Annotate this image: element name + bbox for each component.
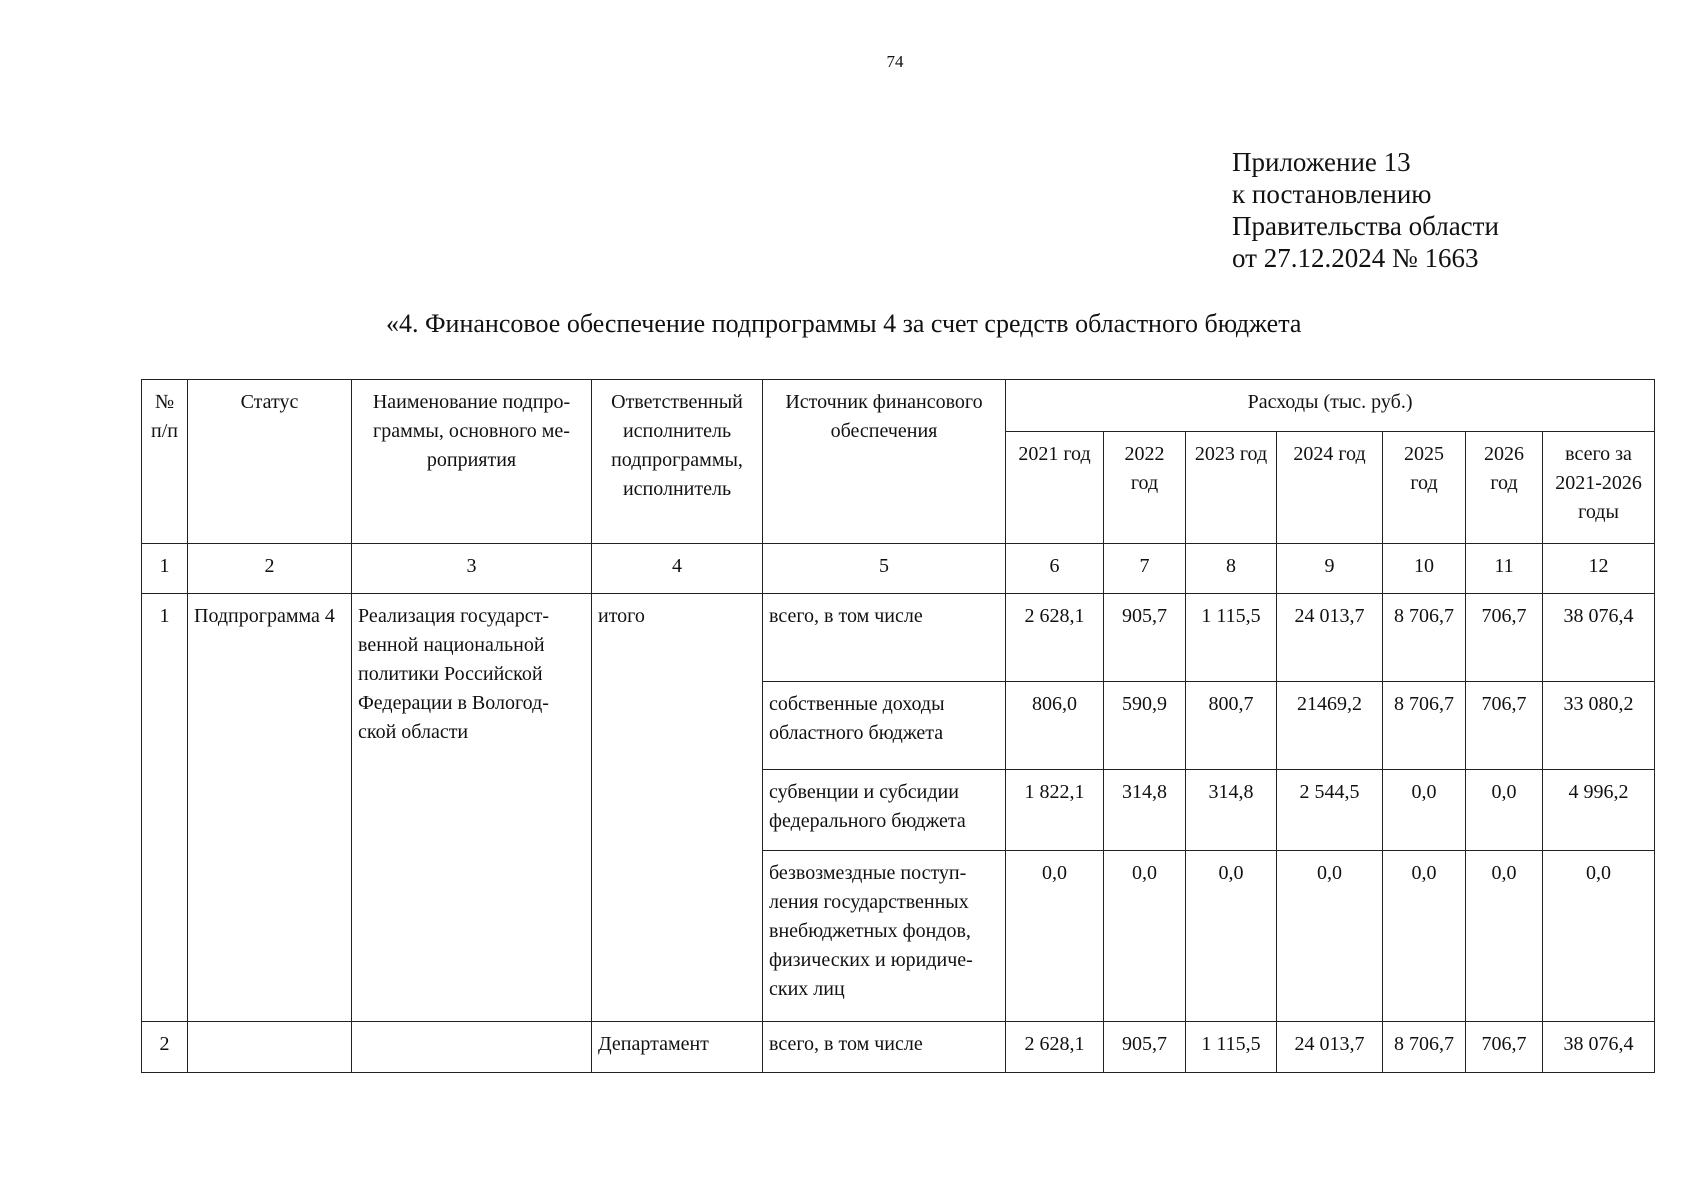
cell-value: 8 706,7: [1383, 682, 1466, 770]
row-status: Подпрограмма 4: [188, 594, 352, 1022]
row-name: [352, 1022, 592, 1073]
cell-value: 2 628,1: [1006, 1022, 1104, 1073]
page-number: 74: [886, 52, 904, 71]
cell-value: 38 076,4: [1543, 1022, 1655, 1073]
cell-value: 590,9: [1104, 682, 1186, 770]
col-number: 3: [352, 544, 592, 594]
appendix-block: [1232, 146, 1499, 274]
col-number: 2: [188, 544, 352, 594]
cell-value: 806,0: [1006, 682, 1104, 770]
header-year-2024: 2024 год: [1277, 432, 1383, 544]
header-executor: Ответственный исполнитель подпрограммы, исполнитель: [592, 380, 763, 544]
header-year-2021: 2021 год: [1006, 432, 1104, 544]
header-status: Статус: [188, 380, 352, 544]
cell-value: 24 013,7: [1277, 1022, 1383, 1073]
col-number: 12: [1543, 544, 1655, 594]
col-number: 11: [1466, 544, 1543, 594]
row-executor: итого: [592, 594, 763, 1022]
cell-value: 0,0: [1383, 770, 1466, 851]
cell-value: 706,7: [1466, 1022, 1543, 1073]
header-row-1: [142, 380, 1655, 432]
col-number: 7: [1104, 544, 1186, 594]
cell-value: 8 706,7: [1383, 1022, 1466, 1073]
header-expenses: Расходы (тыс. руб.): [1006, 380, 1655, 432]
col-number: 1: [142, 544, 188, 594]
cell-value: 0,0: [1006, 851, 1104, 1022]
cell-value: 0,0: [1466, 770, 1543, 851]
header-year-2022: 2022 год: [1104, 432, 1186, 544]
row-executor: Департамент: [592, 1022, 763, 1073]
cell-value: 2 628,1: [1006, 594, 1104, 682]
row-status: [188, 1022, 352, 1073]
cell-value: 24 013,7: [1277, 594, 1383, 682]
cell-value: 905,7: [1104, 594, 1186, 682]
header-name: Наименование подпро-граммы, основного ме-роприятия: [352, 380, 592, 544]
row-num: 2: [142, 1022, 188, 1073]
header-total: всего за 2021-2026 годы: [1543, 432, 1655, 544]
row-name: Реализация государст-венной национальной политики Российской Федерации в Вологод-ской области: [352, 594, 592, 1022]
cell-value: 4 996,2: [1543, 770, 1655, 851]
cell-value: 0,0: [1104, 851, 1186, 1022]
cell-value: 314,8: [1186, 770, 1277, 851]
column-number-row: [142, 544, 1655, 594]
cell-value: 21469,2: [1277, 682, 1383, 770]
header-year-2025: 2025 год: [1383, 432, 1466, 544]
cell-value: 1 822,1: [1006, 770, 1104, 851]
appendix-line-3: Правительства области: [1232, 211, 1499, 241]
cell-value: 38 076,4: [1543, 594, 1655, 682]
cell-value: 706,7: [1466, 682, 1543, 770]
cell-value: 0,0: [1186, 851, 1277, 1022]
appendix-line-1: Приложение 13: [1232, 147, 1411, 177]
cell-value: 0,0: [1466, 851, 1543, 1022]
col-number: 4: [592, 544, 763, 594]
appendix-line-4: от 27.12.2024 № 1663: [1232, 243, 1479, 273]
header-year-2026: 2026 год: [1466, 432, 1543, 544]
appendix-line-2: к постановлению: [1232, 179, 1432, 209]
row-source: собственные доходы областного бюджета: [763, 682, 1006, 770]
cell-value: 905,7: [1104, 1022, 1186, 1073]
financing-table: [141, 379, 1655, 1073]
cell-value: 800,7: [1186, 682, 1277, 770]
col-number: 10: [1383, 544, 1466, 594]
cell-value: 706,7: [1466, 594, 1543, 682]
header-source: Источник финансового обеспечения: [763, 380, 1006, 544]
table-row: [142, 1022, 1655, 1073]
row-num: 1: [142, 594, 188, 1022]
cell-value: 33 080,2: [1543, 682, 1655, 770]
header-num: № п/п: [142, 380, 188, 544]
cell-value: 1 115,5: [1186, 594, 1277, 682]
cell-value: 0,0: [1277, 851, 1383, 1022]
col-number: 5: [763, 544, 1006, 594]
table-row: [142, 594, 1655, 682]
cell-value: 0,0: [1383, 851, 1466, 1022]
col-number: 6: [1006, 544, 1104, 594]
row-source: безвозмездные поступ-ления государственных внебюджетных фондов, физических и юридиче-ских лиц: [763, 851, 1006, 1022]
cell-value: 2 544,5: [1277, 770, 1383, 851]
cell-value: 0,0: [1543, 851, 1655, 1022]
row-source: всего, в том числе: [763, 594, 1006, 682]
cell-value: 314,8: [1104, 770, 1186, 851]
row-source: всего, в том числе: [763, 1022, 1006, 1073]
header-year-2023: 2023 год: [1186, 432, 1277, 544]
cell-value: 8 706,7: [1383, 594, 1466, 682]
col-number: 9: [1277, 544, 1383, 594]
document-title: «4. Финансовое обеспечение подпрограммы 4 за счет средств областного бюджета: [386, 309, 1302, 338]
cell-value: 1 115,5: [1186, 1022, 1277, 1073]
col-number: 8: [1186, 544, 1277, 594]
row-source: субвенции и субсидии федерального бюджета: [763, 770, 1006, 851]
